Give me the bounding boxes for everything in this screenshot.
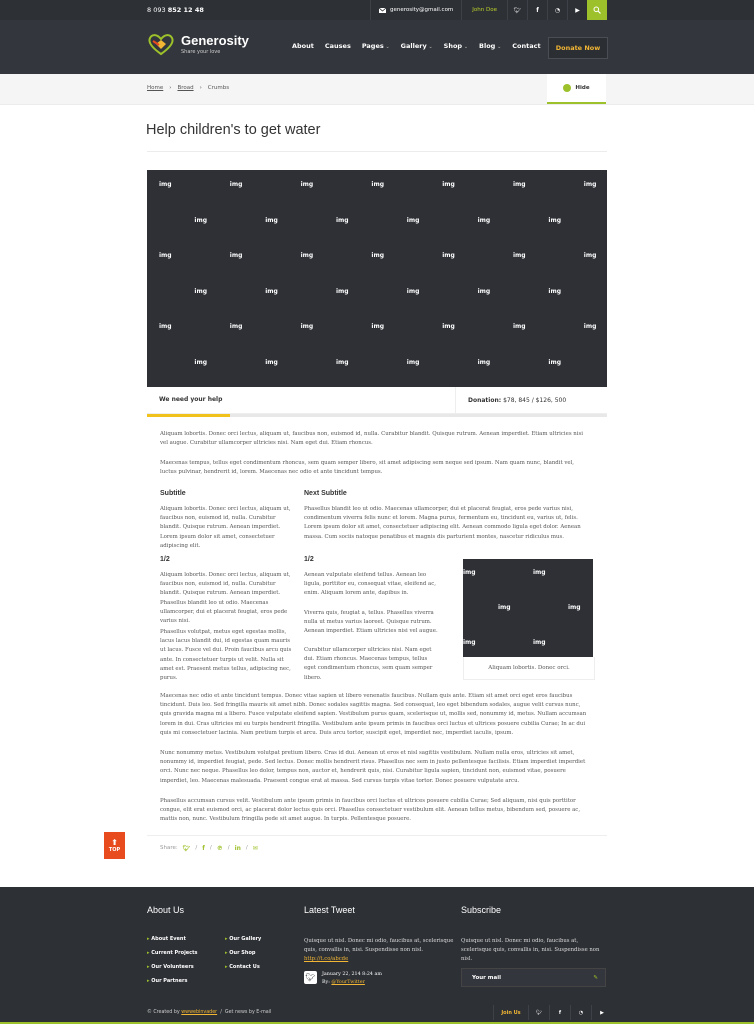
img-placeholder: img [300, 252, 314, 259]
img-placeholder: img [194, 287, 207, 295]
img-placeholder: img [229, 181, 243, 188]
img-placeholder: img [477, 358, 491, 366]
img-placeholder: img [194, 358, 207, 366]
footer-links-left [147, 932, 198, 988]
article-paragraph: Maecenas nec odio et ante tincidunt tempus. Donec vitae sapien ut libero venenatis faucibus. Nullam quis ante. Etiam sit amet orci eget eros faucibus tincidunt. Duis leo. Sed fringilla mauris sit amet nibh. Donec sodales sagittis magna. Sed consequat, leo eget bibendum sodales, augue velit cursus nunc, quis gravida magna mi a libero. Fusce vulputate eleifend sapien. Vestibulum purus quam, scelerisque ut, mollis sed, nonummy id, metus. Nullam accumsan lorem in dui. Cras ultricies mi eu turpis hendrerit fringilla. Vestibulum ante ipsum primis in faucibus orci luctus et ultrices posuere cubilia Curae; In ac dui quis mi consectetuer lacinia. Nam pretium turpis et arcu. Duis arcu tortor, suscipit eget, imperdiet nec, imperdiet iaculis, ipsum. [160, 693, 587, 736]
rss-icon[interactable]: ◔ [547, 0, 567, 20]
article-paragraph: Nunc nonummy metus. Vestibulum volutpat pretium libero. Cras id dui. Aenean ut eros et nisl sagittis vestibulum. Nullam nulla eros, ultricies sit amet, nonummy id, imperdiet feugiat, pede. Sed lectus. Donec mollis hendrerit risus. Phasellus nec sem in justo pellentesque facilisis. Etiam imperdiet imperdiet orci. Nunc nec neque. Phasellus leo dolor, tempus non, auctor et, hendrerit quis, nisi. Curabitur ligula sapien, tincidunt non, euismod vitae, posuere imperdiet, leo. Maecenas malesuada. Praesent congue erat at massa. Sed cursus turpis vitae tortor. Donec posuere vulputate arcu. [160, 750, 586, 784]
twitter-icon: 🐦︎ [304, 971, 317, 984]
youtube-icon[interactable]: ▶ [591, 1005, 612, 1020]
img-placeholder: img [300, 323, 314, 330]
img-placeholder: img [583, 323, 597, 330]
footer-link[interactable]: ▸ Our Gallery [225, 932, 261, 946]
logo[interactable] [147, 32, 249, 56]
img-placeholder: img [336, 287, 349, 295]
pencil-icon[interactable]: ✎ [593, 974, 598, 981]
half-text: Aenean vulputate eleifend tellus. Aenean leo ligula, porttitor eu, consequat vitae, eleifend ac, enim. Aliquam lorem ante, dapibus in. [304, 572, 436, 597]
img-placeholder: img [548, 358, 561, 366]
img-placeholder: img [513, 181, 526, 188]
img-placeholder: img [548, 216, 561, 224]
share-twitter-icon[interactable]: 🐦︎ [182, 844, 191, 852]
footer-subscribe-title: Subscribe [461, 905, 502, 915]
nav-gallery[interactable]: Gallery ⌄ [401, 42, 433, 50]
twitter-handle-link[interactable]: @YourTwitter [331, 980, 365, 985]
half-text: Aliquam lobortis. Donec orci lectus, aliquam ut, faucibus non, euismod id, nulla. Curabitur blandit. Quisque rutrum. Aenean imperdiet. Phasellus blandit leo ut odio. Maecenas ullamcorper, dui et placerat feugiat, eros pede varius nisi. [160, 572, 291, 625]
img-placeholder: img [336, 358, 349, 366]
image-caption: Aliquam lobortis. Donec orci. [463, 657, 595, 680]
half-text: Curabitur ullamcorper ultricies nisi. Nam eget dui. Etiam rhoncus. Maecenas tempus, tellus eget condimentum rhoncus, sem quam semper libero. [304, 647, 433, 681]
img-placeholder: img [159, 252, 172, 259]
share-label: Share: [160, 845, 178, 851]
hero-image [147, 170, 607, 387]
img-placeholder: img [442, 323, 455, 330]
img-placeholder: img [371, 252, 384, 259]
footer-bottom [0, 1001, 754, 1024]
img-placeholder: img [463, 639, 476, 646]
search-button[interactable] [587, 0, 607, 20]
phone-number: 8 093 852 12 48 [147, 6, 204, 14]
img-placeholder: img [533, 569, 546, 576]
news-link[interactable]: Get news by E-mail [224, 1010, 272, 1015]
heart-hands-logo-icon [147, 32, 175, 56]
twitter-icon[interactable]: 🐦︎ [528, 1005, 549, 1020]
img-placeholder: img [583, 181, 597, 188]
author-link[interactable]: wwwebinvader [181, 1010, 218, 1015]
hide-icon [563, 84, 571, 92]
tweet-meta: 🐦︎ January 22, 214 8:24 am By: @YourTwitter [305, 972, 382, 985]
subscribe-text: Quisque ut nisl. Donec mi odio, faucibus at, scelerisque quis, convallis in, nisi. Suspendisse non nisl. [461, 938, 600, 962]
img-placeholder: img [406, 287, 420, 295]
nav-pages[interactable]: Pages ⌄ [362, 42, 390, 50]
donation-info-bar [147, 387, 607, 414]
breadcrumb-home[interactable]: Home [147, 85, 164, 91]
join-us-link[interactable]: Join Us [493, 1005, 528, 1020]
facebook-icon[interactable]: f [549, 1005, 570, 1020]
copyright: © Created by wwwebinvader / Get news by E-mail [147, 1010, 272, 1015]
img-placeholder: img [583, 252, 597, 259]
main-nav [292, 42, 541, 50]
img-placeholder: img [463, 569, 476, 576]
half-heading: 1/2 [304, 556, 314, 563]
img-placeholder: img [477, 287, 491, 295]
subtitle-text: Aliquam lobortis. Donec orci lectus, aliquam ut, faucibus non, euismod id, nulla. Curabitur blandit. Quisque rutrum. Aenean imperdiet. Lorem ipsum dolor sit amet, consectetuer adipiscing elit. [160, 506, 291, 549]
share-linkedin-icon[interactable]: in [234, 844, 241, 852]
page-title: Help children's to get water [146, 122, 321, 138]
divider [147, 151, 607, 152]
article-paragraph: Aliquam lobortis. Donec orci lectus, aliquam ut, faucibus non, euismod id, nulla. Curabitur blandit. Quisque rutrum. Aenean imperdiet. Etiam ultricies nisi vel augue. Curabitur ullamcorper ultricies nisi. Nam eget dui. Etiam rhoncus. [160, 431, 583, 447]
img-placeholder: img [477, 216, 491, 224]
breadcrumb [147, 85, 229, 91]
img-placeholder: img [548, 287, 561, 295]
img-placeholder: img [371, 323, 384, 330]
article-paragraph: Maecenas tempus, tellus eget condimentum rhoncus, sem quam semper libero, sit amet adipiscing sem neque sed ipsum. Nam quam nunc, blandit vel, luctus pulvinar, hendrerit id, lorem. Maecenas nec odio et ante tincidunt tempus. [160, 460, 575, 476]
footer-link[interactable]: ▸ Contact Us [225, 960, 261, 974]
breadcrumb-current: Crumbs [207, 85, 230, 91]
img-placeholder: img [533, 639, 546, 646]
site-tagline: Share your love [181, 49, 221, 55]
share-facebook-icon[interactable]: f [202, 844, 205, 852]
img-placeholder: img [336, 216, 349, 224]
img-placeholder: img [159, 181, 172, 188]
footer-link[interactable]: ▸ Our Partners [147, 974, 198, 988]
hide-button[interactable]: Hide [547, 74, 606, 104]
rss-icon[interactable]: ◔ [570, 1005, 591, 1020]
img-placeholder: img [229, 323, 243, 330]
progress-fill [147, 414, 230, 417]
chevron-right-icon: › [199, 85, 202, 91]
img-placeholder: img [442, 181, 455, 188]
search-icon [593, 6, 601, 14]
img-placeholder: img [568, 604, 581, 611]
user-link[interactable]: John Doe [461, 0, 507, 20]
footer-link[interactable]: ▸ Our Shop [225, 946, 261, 960]
top-bar [0, 0, 754, 20]
share-pinterest-icon[interactable]: ℗ [216, 844, 223, 852]
email-link[interactable]: generosity@gmail.com [370, 0, 461, 20]
img-placeholder: img [406, 216, 420, 224]
img-placeholder: img [513, 323, 526, 330]
nav-shop[interactable]: Shop ⌄ [444, 42, 468, 50]
envelope-icon [379, 8, 386, 13]
footer-link[interactable]: ▸ Our Volunteers [147, 960, 198, 974]
footer-tweet-title: Latest Tweet [304, 905, 355, 915]
chevron-right-icon: › [169, 85, 172, 91]
youtube-icon[interactable]: ▶ [567, 0, 587, 20]
subtitle-heading: Subtitle [160, 490, 186, 497]
footer-social [493, 1005, 612, 1020]
img-placeholder: img [406, 358, 420, 366]
nav-about[interactable]: About [292, 42, 314, 50]
nav-causes[interactable]: Causes [324, 42, 351, 50]
img-placeholder: img [229, 252, 243, 259]
next-subtitle-text: Phasellus blandit leo ut odio. Maecenas ullamcorper, dui et placerat feugiat, eros pede varius nisi, condimentum viverra felis nunc et lorem. Magna purus, fermentum eu, tincidunt eu, varius ut, felis. Lorem ipsum dolor sit amet, consectetuer adipiscing elit. Aenean commodo ligula eget dolor. Aenean massa. Cum sociis natoque penatibus et magnis dis parturient montes, nascetur ridiculus mus. [304, 506, 581, 540]
img-placeholder: img [498, 604, 511, 611]
img-placeholder: img [265, 358, 278, 366]
img-placeholder: img [265, 216, 278, 224]
img-placeholder: img [371, 181, 384, 188]
article-paragraph: Phasellus accumsan cursus velit. Vestibulum ante ipsum primis in faucibus orci luctus et ultrices posuere cubilia Curae; Sed aliquam, nisi quis porttitor congue, elit erat euismod orci, ac placerat dolor lectus quis orci. Phasellus consectetuer vestibulum elit. Aenean tellus metus, bibendum sed, posuere ac, mattis non, nunc. Vestibulum fringilla pede sit amet augue. In turpis. Pellentesque posuere. [160, 798, 581, 823]
footer-link[interactable]: ▸ About Event [147, 932, 198, 946]
img-placeholder: img [159, 323, 172, 330]
donation-progress-bar [147, 414, 607, 417]
footer-links-right [225, 932, 261, 974]
main-header [0, 20, 754, 74]
img-placeholder: img [265, 287, 278, 295]
breadcrumb-bar [0, 74, 754, 105]
img-placeholder: img [442, 252, 455, 259]
footer [0, 887, 754, 1024]
back-to-top-button[interactable]: ⬆ TOP [104, 832, 125, 859]
half-text: Phasellus volutpat, metus eget egestas mollis, lacus lacus blandit dui, id egestas quam mauris ut lacus. Fusce vel dui. Proin faucibus arcu quis ante. In consectetuer turpis ut velit. Nulla sit amet est. Praesent metus tellus, adipiscing nec, purus. [160, 629, 292, 682]
share-email-icon[interactable]: ✉ [252, 844, 258, 852]
share-bar: Share: 🐦︎ / f / ℗ / in / ✉ [147, 835, 607, 860]
half-text: Viverra quis, feugiat a, tellus. Phasellus viverra nulla ut metus varius laoreet. Quisque rutrum. Aenean imperdiet. Etiam ultricies nisi vel augue. [304, 610, 438, 635]
img-placeholder: img [194, 216, 207, 224]
nav-contact[interactable]: Contact [512, 42, 541, 50]
footer-about-title: About Us [147, 905, 185, 915]
need-help-label: We need your help [159, 396, 223, 403]
subscribe-email-input[interactable]: Your mail ✎ [461, 968, 606, 987]
next-subtitle-heading: Next Subtitle [304, 490, 347, 497]
arrow-up-icon: ⬆ [111, 838, 118, 847]
side-image [463, 559, 593, 657]
tweet-text: Quisque ut nisl. Donec mi odio, faucibus at, scelerisque quis, convallis in, nisi. Suspendisse non nisl. http://t.co/abcde [304, 938, 454, 962]
site-title: Generosity [181, 33, 249, 48]
footer-link[interactable]: ▸ Current Projects [147, 946, 198, 960]
nav-blog[interactable]: Blog ⌄ [479, 42, 501, 50]
img-placeholder: img [300, 181, 314, 188]
facebook-icon[interactable]: f [527, 0, 547, 20]
twitter-icon[interactable]: 🐦︎ [507, 0, 527, 20]
breadcrumb-broad[interactable]: Broad [177, 85, 194, 91]
img-placeholder: img [513, 252, 526, 259]
tweet-link[interactable]: http://t.co/abcde [304, 956, 349, 962]
donation-amount: Donation: $78, 845 / $126, 500 [455, 387, 566, 413]
donate-now-button[interactable]: Donate Now [548, 37, 608, 59]
half-heading: 1/2 [160, 556, 170, 563]
